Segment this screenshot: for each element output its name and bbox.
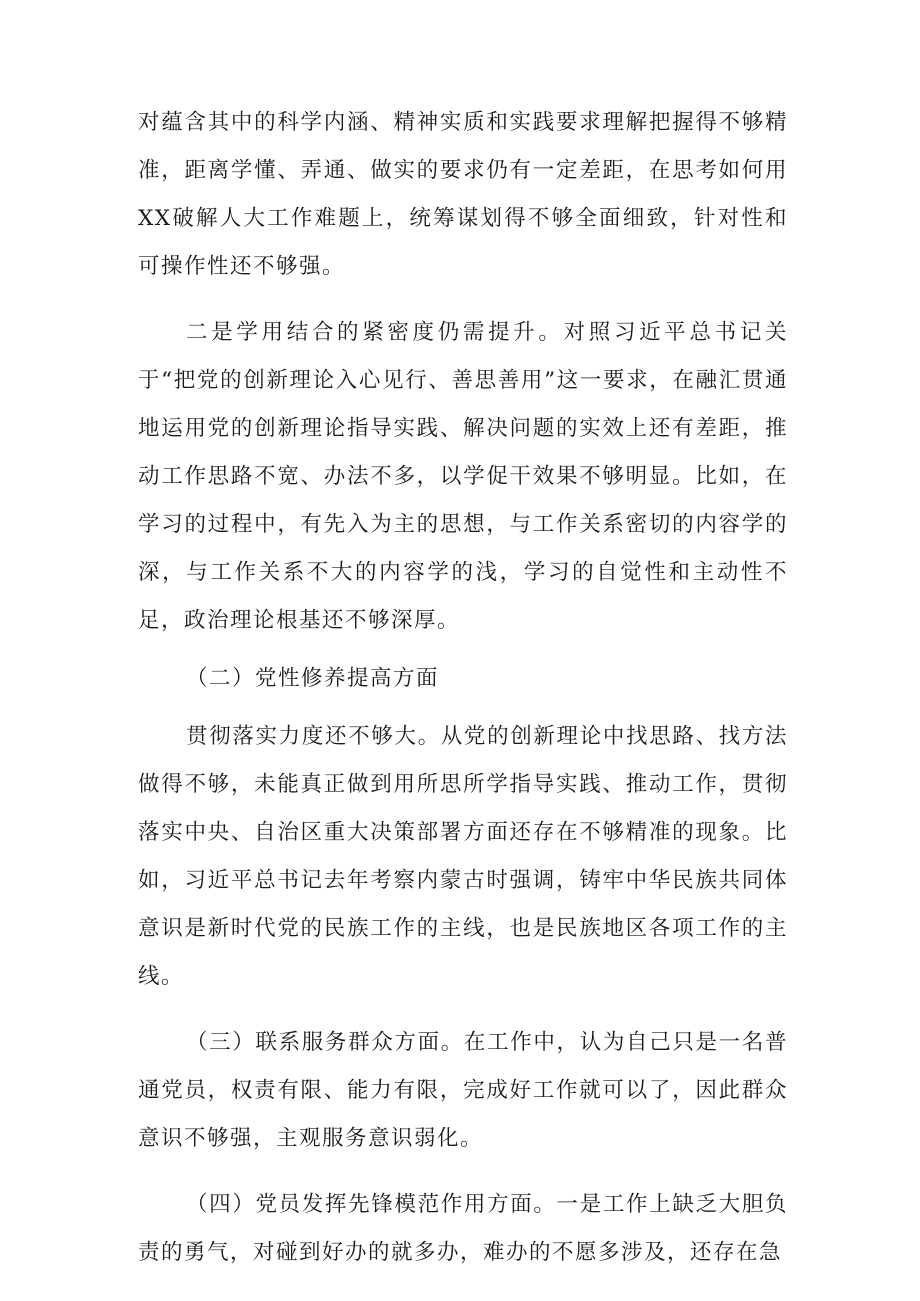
- section-heading-party-spirit: （二）党性修养提高方面: [186, 666, 440, 691]
- paragraph-implementation: 贯彻落实力度还不够大。从党的创新理论中找思路、找方法做得不够，未能真正做到用所思所学指导实践、推动工作，贯彻落实中央、自治区重大决策部署方面还存在不够精准的现象。比如，习近平总书记去年考察内蒙古时强调，铸牢中华民族共同体意识是新时代党的民族工作的主线，也是民族地区各项工作的主线。: [138, 724, 788, 989]
- paragraph-serving-masses: （三）联系服务群众方面。在工作中，认为自己只是一名普通党员，权责有限、能力有限，完成好工作就可以了，因此群众意识不够强，主观服务意识弱化。: [138, 1030, 788, 1151]
- document-page: [138, 99, 788, 1277]
- paragraph-study-application: 二是学用结合的紧密度仍需提升。对照习近平总书记关于“把党的创新理论入心见行、善思善用”这一要求，在融汇贯通地运用党的创新理论指导实践、解决问题的实效上还有差距，推动工作思路不宽、办法不多，以学促干效果不够明显。比如，在学习的过程中，有先入为主的思想，与工作关系密切的内容学的深，与工作关系不大的内容学的浅，学习的自觉性和主动性不足，政治理论根基还不够深厚。: [138, 320, 788, 633]
- paragraph-vanguard-role: （四）党员发挥先锋模范作用方面。一是工作上缺乏大胆负责的勇气，对碰到好办的就多办，难办的不愿多涉及，还存在急: [138, 1192, 788, 1265]
- paragraph-continuation: 对蕴含其中的科学内涵、精神实质和实践要求理解把握得不够精准，距离学懂、弄通、做实的要求仍有一定差距，在思考如何用XX破解人大工作难题上，统筹谋划得不够全面细致，针对性和可操作性还不够强。: [138, 110, 788, 279]
